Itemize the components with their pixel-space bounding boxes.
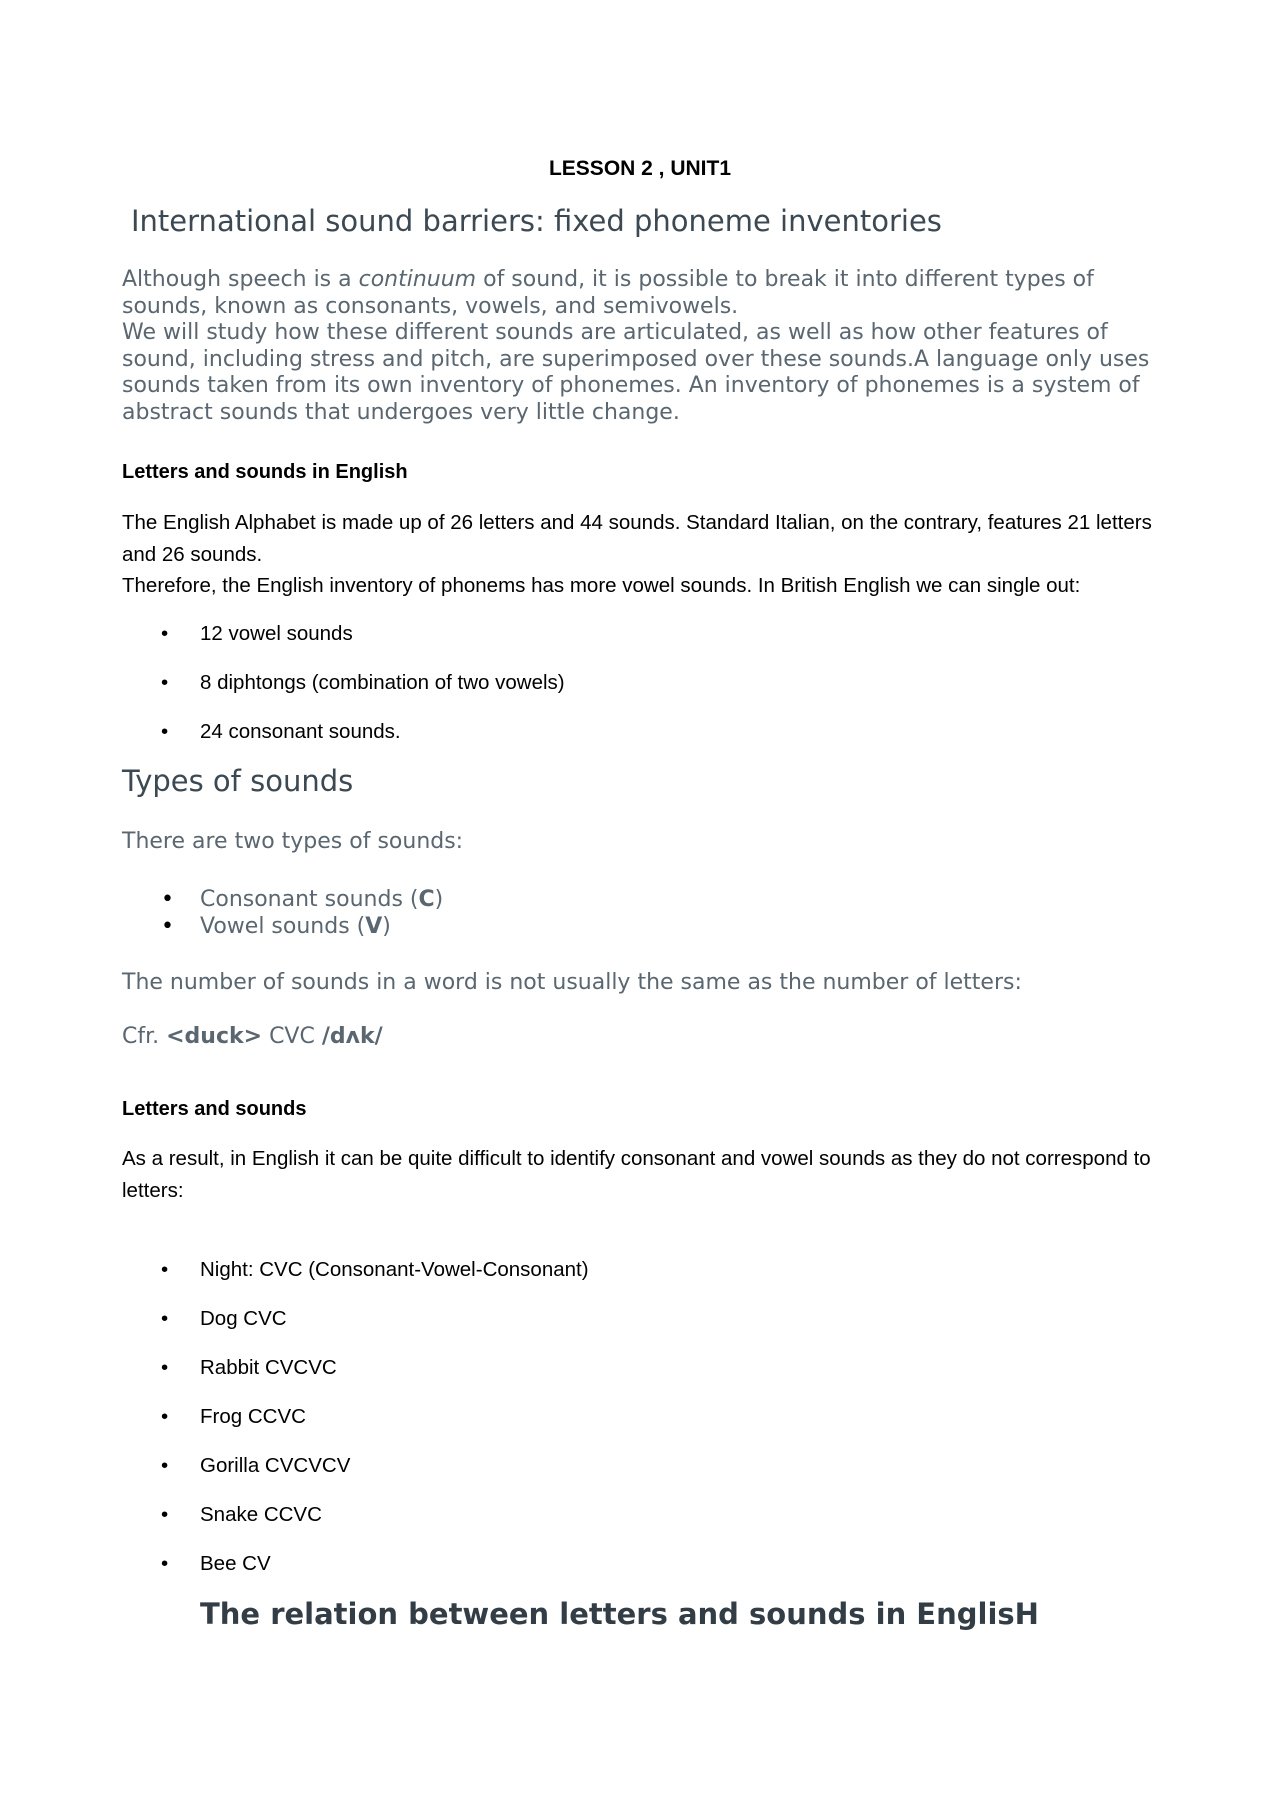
section1-body [122,507,1162,602]
section2-body [122,1143,1162,1206]
list-item: • Gorilla CVCVCV [122,1452,589,1501]
page-title: International sound barriers: fixed phoneme inventories [131,204,942,238]
list-item: • Vowel sounds (V) [122,913,443,940]
word-pattern-list [122,1256,589,1599]
sound-count-list [122,620,565,767]
sound-count-note: The number of sounds in a word is not usually the same as the number of letters: [122,970,1022,995]
list-item: • 24 consonant sounds. [122,718,565,767]
example-ipa: /dʌk/ [321,1024,383,1049]
section-heading-letters-sounds: Letters and sounds [122,1098,307,1120]
lesson-label: LESSON 2 , UNIT1 [548,157,732,180]
intro-text [122,267,1162,426]
list-item: • Dog CVC [122,1305,589,1354]
list-item: • Frog CCVC [122,1403,589,1452]
section-heading-letters-sounds-english: Letters and sounds in English [122,461,408,483]
types-intro: There are two types of sounds: [122,829,464,854]
intro-paragraph-2: We will study how these different sounds are articulated, as well as how other features of sound, including stress and pitch, are superimposed over these sounds.A language only uses sounds taken from its own inventory of phonemes. An inventory of phonemes is a system of abstract sounds that undergoes very little change. [122,320,1150,425]
section1-paragraph-1: The English Alphabet is made up of 26 letters and 44 sounds. Standard Italian, on the contrary, features 21 letters and 26 sounds. [122,511,1152,566]
example-word: <duck> [166,1024,263,1049]
section2-paragraph-1: As a result, in English it can be quite difficult to identify consonant and vowel sounds as they do not correspond to letters: [122,1147,1151,1202]
list-item: • 8 diphtongs (combination of two vowels) [122,669,565,718]
list-item: • Rabbit CVCVC [122,1354,589,1403]
sound-types-list [122,886,443,940]
list-item: • Bee CV [122,1550,589,1599]
section1-paragraph-2: Therefore, the English inventory of phonems has more vowel sounds. In British English we can single out: [122,574,1081,597]
list-item: • 12 vowel sounds [122,620,565,669]
list-item: • Consonant sounds (C) [122,886,443,913]
types-heading: Types of sounds [122,764,354,798]
list-item: • Snake CCVC [122,1501,589,1550]
relation-heading: The relation between letters and sounds in EnglisH [200,1597,1039,1631]
example-line: Cfr. <duck> CVC /dʌk/ [122,1024,383,1049]
intro-paragraph-1: Although speech is a continuum of sound, it is possible to break it into different types of sounds, known as consonants, vowels, and semivowels. [122,267,1094,319]
italic-term: continuum [358,267,477,292]
list-item: • Night: CVC (Consonant-Vowel-Consonant) [122,1256,589,1305]
